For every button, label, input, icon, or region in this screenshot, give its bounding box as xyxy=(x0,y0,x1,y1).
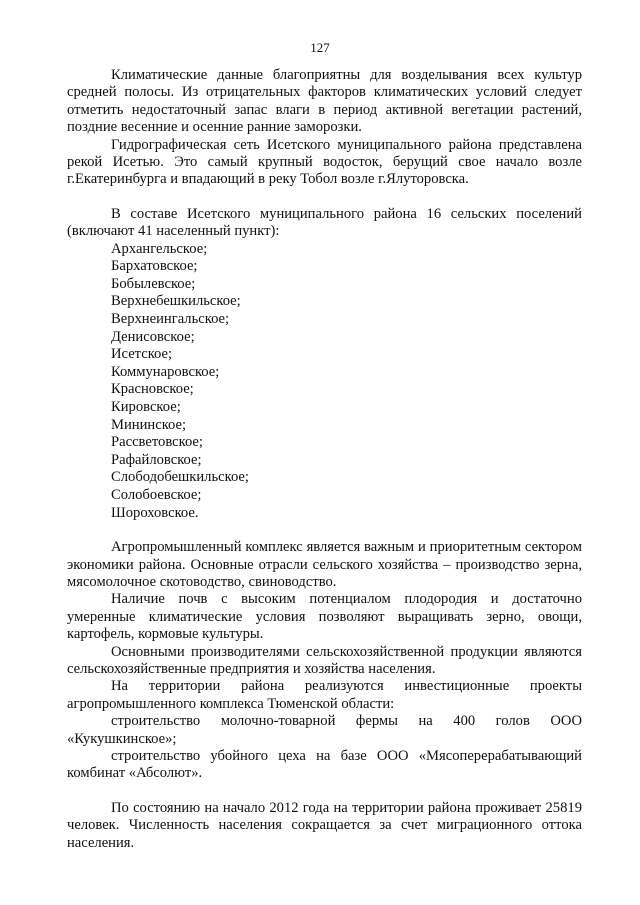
project-farm-word: молочно-товарной xyxy=(220,713,336,730)
settlement-item: Рассветовское; xyxy=(111,434,203,451)
settlement-item: Бобылевское; xyxy=(111,275,196,292)
paragraph-hydrography: Гидрографическая сеть Исетского муниципального района представлена рекой Исетью. Это самый крупный водосток, берущий свое начало возле г.Екатеринбурга и впадающий в реку Тобол возле г.Ялуторовска. xyxy=(67,136,582,188)
project-farm-word: строительство xyxy=(111,713,201,730)
settlement-item: Мининское; xyxy=(111,416,187,433)
project-farm-word: 400 xyxy=(453,713,476,730)
settlement-item: Денисовское; xyxy=(111,328,195,345)
settlement-item: Красновское; xyxy=(111,381,194,398)
page-body xyxy=(67,67,582,852)
settlement-item: Верхнебешкильское; xyxy=(111,293,241,310)
project-farm-word: голов xyxy=(495,713,530,730)
paragraph-settlements-intro: В составе Исетского муниципального района 16 сельских поселений (включают 41 населенный пункт): xyxy=(67,205,582,240)
settlement-list xyxy=(67,241,582,523)
paragraph-climate: Климатические данные благоприятны для возделывания всех культур средней полосы. Из отрицательных факторов климатических условий следует отметить недостаточный запас влаги в период активной вегетации растений, поздние весенние и осенние ранние заморозки. xyxy=(67,67,582,136)
paragraph-soils: Наличие почв с высоким потенциалом плодородия и достаточно умеренные климатические условия позволяют выращивать зерно, овощи, картофель, кормовые культуры. xyxy=(67,591,582,643)
settlement-item: Солобоевское; xyxy=(111,486,202,503)
spacer xyxy=(67,783,582,800)
project-farm-company: «Кукушкинское»; xyxy=(67,730,177,747)
paragraph-population: По состоянию на начало 2012 года на территории района проживает 25819 человек. Численность населения сокращается за счет миграционного оттока населения. xyxy=(67,799,582,851)
spacer xyxy=(67,189,582,206)
page-number: 127 xyxy=(310,40,330,55)
settlement-item: Рафайловское; xyxy=(111,451,202,468)
settlement-item: Коммунаровское; xyxy=(111,363,220,380)
project-farm-line xyxy=(67,713,582,730)
settlement-item: Слободобешкильское; xyxy=(111,469,249,486)
settlement-item: Исетское; xyxy=(111,346,173,363)
project-slaughterhouse: строительство убойного цеха на базе ООО «Мясоперерабатывающий комбинат «Абсолют». xyxy=(67,748,582,782)
project-farm-word: на xyxy=(418,713,433,730)
project-farm-word: фермы xyxy=(355,713,398,730)
paragraph-producers: Основными производителями сельскохозяйственной продукции являются сельскохозяйственные предприятия и хозяйства населения. xyxy=(67,643,582,677)
paragraph-investment-projects: На территории района реализуются инвестиционные проекты агропромышленного комплекса Тюменской области: xyxy=(67,678,582,712)
settlement-item: Шороховское. xyxy=(111,504,199,521)
settlement-item: Кировское; xyxy=(111,399,181,415)
settlement-item: Бархатовское; xyxy=(111,258,198,275)
project-farm-word: ООО xyxy=(550,713,582,730)
spacer xyxy=(67,522,582,539)
settlement-item: Верхнеингальское; xyxy=(111,311,230,328)
settlement-item: Архангельское; xyxy=(111,240,208,257)
paragraph-agro-complex: Агропромышленный комплекс является важным и приоритетным сектором экономики района. Основные отрасли сельского хозяйства – производство зерна, мясомолочное скотоводство, свиноводство. xyxy=(67,539,582,590)
